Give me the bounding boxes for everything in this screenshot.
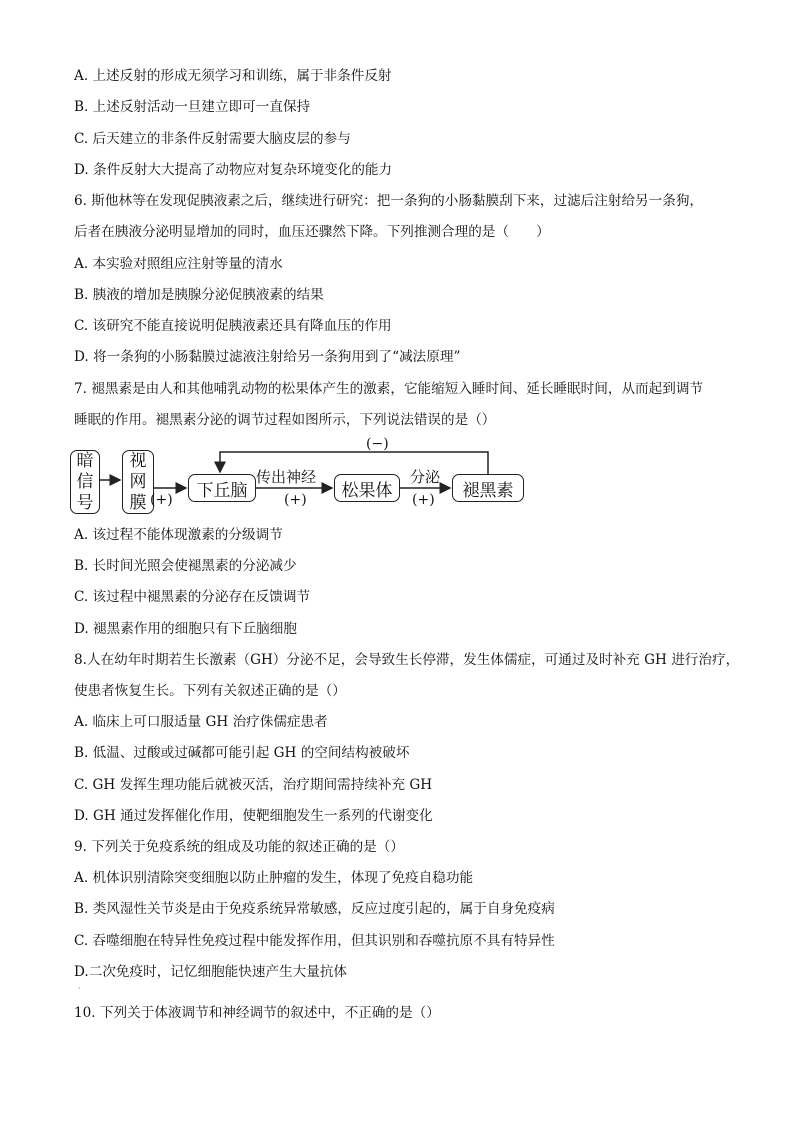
dark-signal-char-1: 暗 bbox=[76, 450, 94, 471]
q7-option-c: C. 该过程中褪黑素的分泌存在反馈调节 bbox=[74, 589, 311, 605]
q8-option-c: C. GH 发挥生理功能后就被灭活，治疗期间需持续补充 GH bbox=[74, 777, 433, 793]
dark-signal-char-3: 号 bbox=[76, 492, 94, 513]
stray-dot: · bbox=[78, 984, 81, 993]
q7-option-d: D. 褪黑素作用的细胞只有下丘脑细胞 bbox=[74, 621, 297, 637]
q7-stem-line1: 7. 褪黑素是由人和其他哺乳动物的松果体产生的激素，它能缩短入睡时间、延长睡眠时间，从而起到调节 bbox=[74, 381, 704, 397]
retina-plus-label: (+) bbox=[150, 492, 173, 508]
retina-char-1: 视 bbox=[129, 450, 147, 471]
q9-option-b: B. 类风湿性关节炎是由于免疫系统异常敏感，反应过度引起的，属于自身免疫病 bbox=[74, 901, 555, 917]
dark-signal-char-2: 信 bbox=[76, 471, 94, 492]
q6-option-d: D. 将一条狗的小肠黏膜过滤液注射给另一条狗用到了“减法原理” bbox=[74, 349, 461, 365]
q8-stem-line1: 8.人在幼年时期若生长激素（GH）分泌不足，会导致生长停滞，发生体儒症，可通过及时补充 GH 进行治疗， bbox=[74, 652, 740, 668]
retina-char-3: 膜 bbox=[129, 492, 147, 513]
feedback-minus-label: (−) bbox=[366, 436, 389, 452]
q8-option-d: D. GH 通过发挥催化作用，使靶细胞发生一系列的代谢变化 bbox=[74, 808, 433, 824]
hypothalamus-box: 下丘脑 bbox=[188, 474, 256, 502]
q6-stem-line1: 6. 斯他林等在发现促胰液素之后，继续进行研究：把一条狗的小肠黏膜刮下来，过滤后注射给另一条狗， bbox=[74, 193, 704, 209]
secrete-label: 分泌 bbox=[410, 468, 441, 486]
q8-option-b: B. 低温、过酸或过碱都可能引起 GH 的空间结构被破坏 bbox=[74, 745, 410, 761]
dark-signal-box bbox=[70, 450, 100, 514]
q6-option-b: B. 胰液的增加是胰腺分泌促胰液素的结果 bbox=[74, 287, 324, 303]
q10-stem: 10. 下列关于体液调节和神经调节的叙述中，不正确的是（） bbox=[74, 1005, 440, 1021]
q7-option-b: B. 长时间光照会使褪黑素的分泌减少 bbox=[74, 558, 297, 574]
q9-option-a: A. 机体识别清除突变细胞以防止肿瘤的发生，体现了免疫自稳功能 bbox=[74, 870, 474, 886]
q5-option-d: D. 条件反射大大提高了动物应对复杂环境变化的能力 bbox=[74, 162, 393, 178]
q9-option-c: C. 吞噬细胞在特异性免疫过程中能发挥作用，但其识别和吞噬抗原不具有特异性 bbox=[74, 933, 555, 949]
q7-stem-line2: 睡眠的作用。褪黑素分泌的调节过程如图所示，下列说法错误的是（） bbox=[74, 412, 496, 428]
q5-option-c: C. 后天建立的非条件反射需要大脑皮层的参与 bbox=[74, 131, 351, 147]
q9-option-d: D.二次免疫时，记忆细胞能快速产生大量抗体 bbox=[74, 964, 348, 980]
q5-option-a: A. 上述反射的形成无须学习和训练，属于非条件反射 bbox=[74, 68, 392, 84]
q7-option-a: A. 该过程不能体现激素的分级调节 bbox=[74, 527, 283, 543]
q6-stem-line2: 后者在胰液分泌明显增加的同时，血压还骤然下降。下列推测合理的是（ ） bbox=[74, 224, 550, 240]
pineal-box: 松果体 bbox=[334, 474, 400, 502]
efferent-nerve-label: 传出神经 bbox=[256, 468, 317, 486]
q6-option-c: C. 该研究不能直接说明促胰液素还具有降血压的作用 bbox=[74, 318, 392, 334]
melatonin-regulation-diagram bbox=[70, 436, 540, 518]
retina-char-2: 网 bbox=[129, 471, 147, 492]
q9-stem: 9. 下列关于免疫系统的组成及功能的叙述正确的是（） bbox=[74, 839, 404, 855]
melatonin-box: 褪黑素 bbox=[452, 474, 524, 502]
q6-option-a: A. 本实验对照组应注射等量的清水 bbox=[74, 256, 283, 272]
q5-option-b: B. 上述反射活动一旦建立即可一直保持 bbox=[74, 99, 311, 115]
secrete-plus-label: (+) bbox=[412, 492, 435, 508]
efferent-plus-label: (+) bbox=[284, 492, 307, 508]
q8-stem-line2: 使患者恢复生长。下列有关叙述正确的是（） bbox=[74, 683, 346, 699]
q8-option-a: A. 临床上可口服适量 GH 治疗侏儒症患者 bbox=[74, 714, 328, 730]
